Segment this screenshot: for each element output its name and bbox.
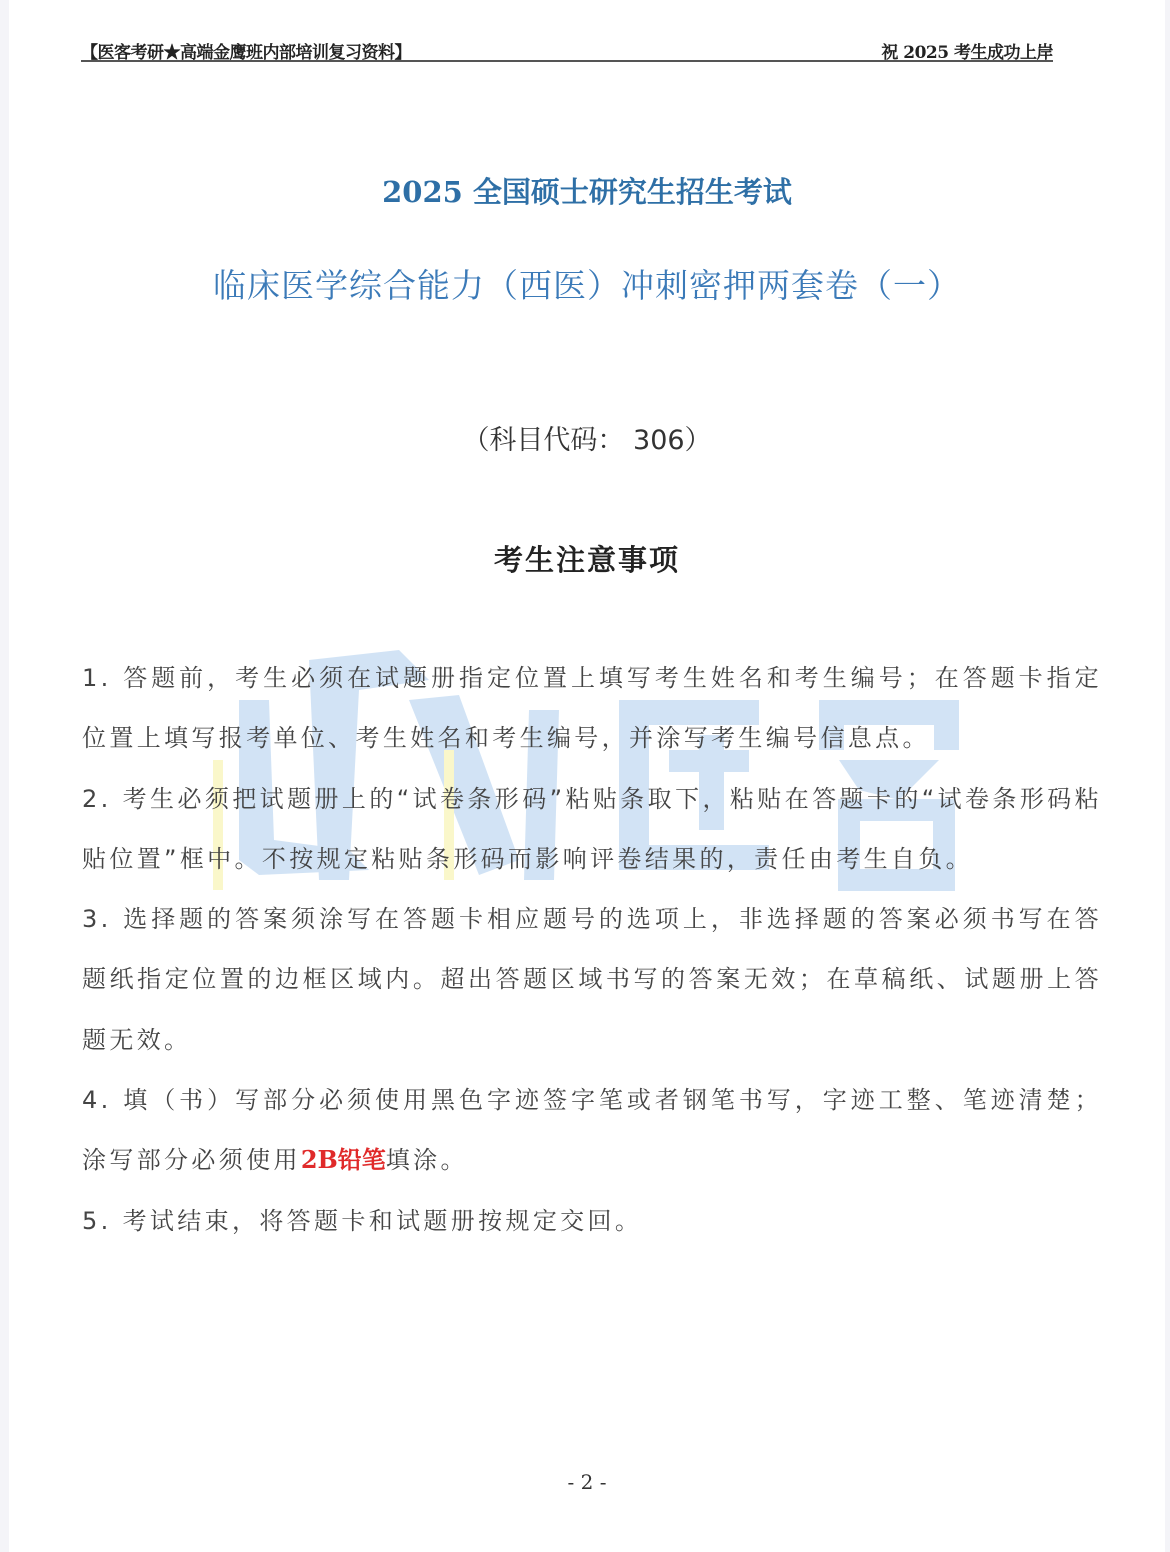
notice-item-4-tail: 填涂。 bbox=[385, 1146, 468, 1175]
page-number: - 2 - bbox=[567, 1470, 607, 1494]
notice-item-2: 2. 考生必须把试题册上的“试卷条形码”粘贴条取下，粘贴在答题卡的“试卷条形码粘贴位置”框中。不按规定粘贴条形码而影响评卷结果的，责任由考生自负。 bbox=[82, 784, 1102, 873]
running-header bbox=[81, 38, 1053, 62]
exam-title: 2025 全国硕士研究生招生考试 bbox=[382, 175, 792, 209]
subject-code: （科目代码： 306） bbox=[462, 425, 712, 456]
notice-heading: 考生注意事项 bbox=[493, 543, 680, 577]
notice-item-5: 5. 考试结束，将答题卡和试题册按规定交回。 bbox=[82, 1206, 643, 1235]
notice-item-4-text: 4. 填（书）写部分必须使用黑色字迹签字笔或者钢笔书写，字迹工整、笔迹清楚；涂写部分必须使用 bbox=[82, 1086, 1102, 1175]
paper-title: 临床医学综合能力（西医）冲刺密押两套卷（一） bbox=[213, 266, 961, 305]
header-left-text: 【医客考研★高端金鹰班内部培训复习资料】 bbox=[81, 43, 411, 63]
notice-list bbox=[82, 648, 1102, 1251]
pencil-highlight: 2B铅笔 bbox=[300, 1145, 386, 1175]
notice-item-1: 1. 答题前，考生必须在试题册指定位置上填写考生姓名和考生编号；在答题卡指定位置上填写报考单位、考生姓名和考生编号，并涂写考生编号信息点。 bbox=[82, 664, 1102, 753]
header-right-text: 祝 2025 考生成功上岸 bbox=[881, 43, 1053, 63]
notice-item-3: 3. 选择题的答案须涂写在答题卡相应题号的选项上，非选择题的答案必须书写在答题纸指定位置的边框区域内。超出答题区域书写的答案无效；在草稿纸、试题册上答题无效。 bbox=[82, 905, 1102, 1054]
document-page bbox=[9, 0, 1165, 1552]
notice-item-4 bbox=[82, 1070, 1102, 1191]
